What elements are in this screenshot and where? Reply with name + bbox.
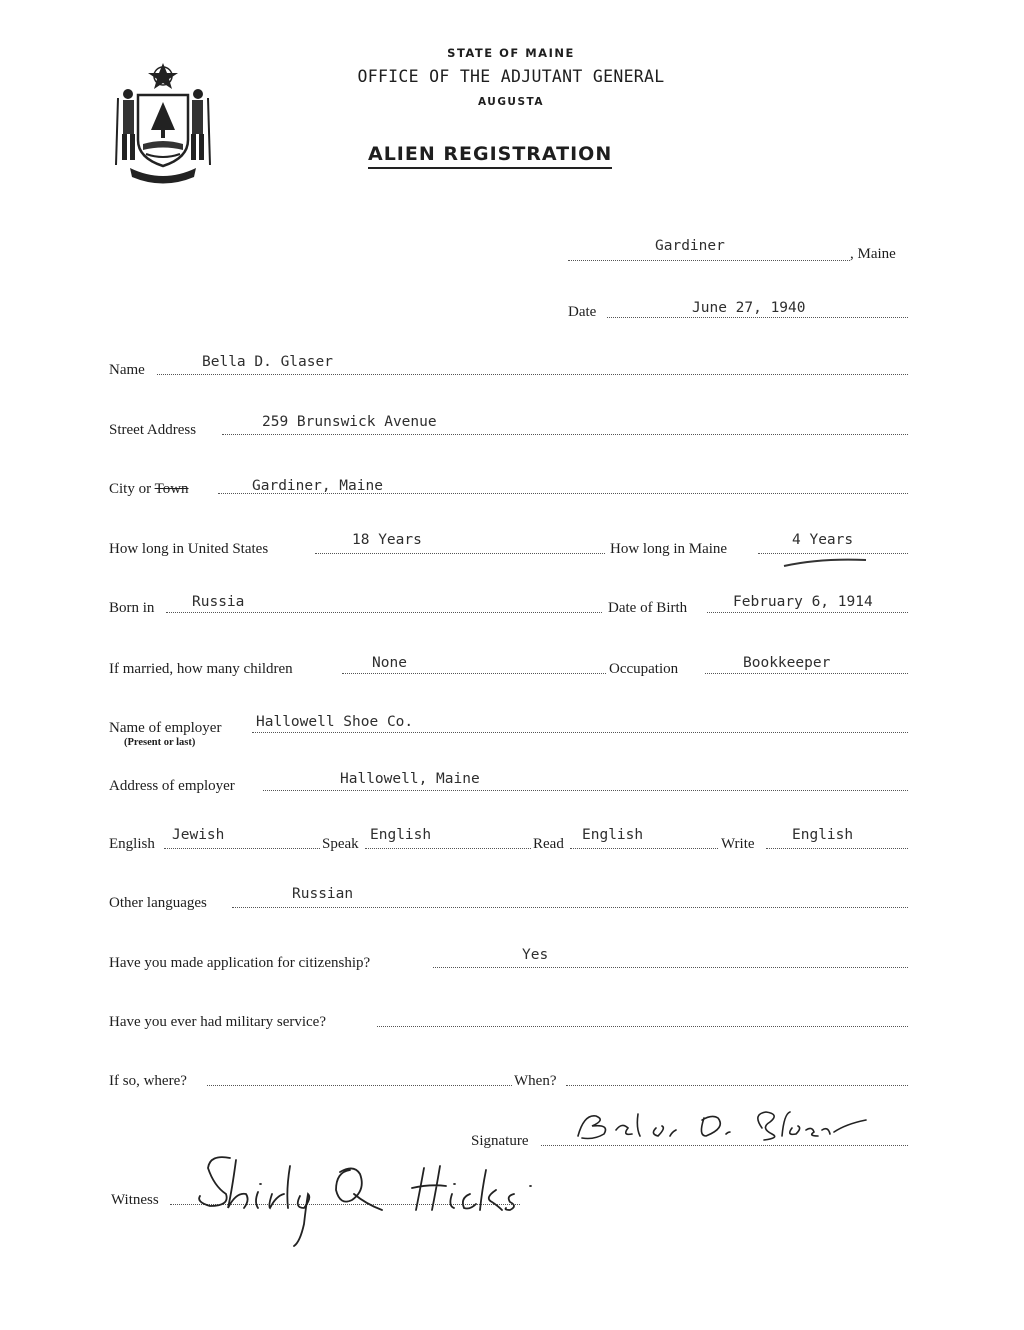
place-state-label: , Maine [850, 246, 896, 262]
street-address-label: Street Address [109, 422, 197, 438]
witness-handwriting [180, 1150, 550, 1250]
date-of-birth-label: Date of Birth [608, 600, 688, 616]
employer-address-value: Hallowell, Maine [340, 771, 480, 787]
signature-handwriting [566, 1106, 886, 1146]
children-value: None [372, 655, 407, 671]
other-languages-line [232, 907, 908, 908]
form-title: ALIEN REGISTRATION [368, 143, 612, 169]
citizenship-label: Have you made application for citizenship? [109, 955, 371, 971]
name-label: Name [109, 362, 145, 378]
where-label: If so, where? [109, 1073, 187, 1089]
header-state: STATE OF MAINE [447, 46, 575, 60]
pen-underline-mark [780, 556, 870, 570]
how-long-maine-label: How long in Maine [610, 541, 728, 557]
employer-address-line [263, 790, 908, 791]
maine-state-seal [108, 60, 218, 185]
military-label: Have you ever had military service? [109, 1014, 326, 1030]
when-label: When? [514, 1073, 557, 1089]
other-languages-label: Other languages [109, 895, 207, 911]
date-label: Date [568, 304, 597, 320]
how-long-maine-value: 4 Years [792, 532, 854, 548]
occupation-line [705, 673, 908, 674]
witness-label: Witness [111, 1192, 159, 1208]
citizenship-line [433, 967, 908, 968]
children-label: If married, how many children [109, 661, 293, 677]
read-line [570, 848, 718, 849]
occupation-label: Occupation [609, 661, 679, 677]
speak-label: Speak [322, 836, 359, 852]
name-value: Bella D. Glaser [202, 354, 333, 370]
seal-banner-text: MAINE [147, 167, 179, 176]
speak-line [365, 848, 531, 849]
english-value: Jewish [172, 827, 225, 843]
born-in-value: Russia [192, 594, 245, 610]
date-value: June 27, 1940 [692, 300, 806, 316]
city-label [109, 481, 189, 498]
how-long-us-label: How long in United States [109, 541, 269, 557]
speak-value: English [370, 827, 432, 843]
date-of-birth-value: February 6, 1914 [733, 594, 873, 610]
born-in-label: Born in [109, 600, 155, 616]
name-line [157, 374, 908, 375]
employer-value: Hallowell Shoe Co. [256, 714, 414, 730]
how-long-us-value: 18 Years [352, 532, 422, 548]
city-value: Gardiner, Maine [252, 478, 383, 494]
date-of-birth-line [707, 612, 908, 613]
employer-address-label: Address of employer [109, 778, 235, 794]
children-line [342, 673, 606, 674]
how-long-maine-line [758, 553, 908, 554]
read-value: English [582, 827, 644, 843]
write-value: English [792, 827, 854, 843]
write-line [766, 848, 908, 849]
header-office: OFFICE OF THE ADJUTANT GENERAL [357, 67, 665, 86]
place-line [568, 260, 850, 261]
signature-label: Signature [471, 1133, 529, 1149]
where-line [207, 1085, 512, 1086]
born-in-line [166, 612, 602, 613]
employer-sublabel: (Present or last) [124, 737, 196, 748]
read-label: Read [533, 836, 564, 852]
header-city: AUGUSTA [477, 96, 544, 108]
place-value: Gardiner [655, 238, 725, 254]
employer-label: Name of employer [109, 720, 222, 736]
city-label-struck: Town [154, 481, 189, 497]
when-line [566, 1085, 908, 1086]
city-label-text: City or [109, 481, 152, 497]
write-label: Write [721, 836, 755, 852]
other-languages-value: Russian [292, 886, 354, 902]
english-line [164, 848, 320, 849]
date-line [607, 317, 908, 318]
street-address-value: 259 Brunswick Avenue [262, 414, 437, 430]
citizenship-value: Yes [522, 947, 549, 963]
english-label: English [109, 836, 155, 852]
how-long-us-line [315, 553, 605, 554]
military-line [377, 1026, 908, 1027]
occupation-value: Bookkeeper [743, 655, 831, 671]
employer-line [252, 732, 908, 733]
street-address-line [222, 434, 908, 435]
